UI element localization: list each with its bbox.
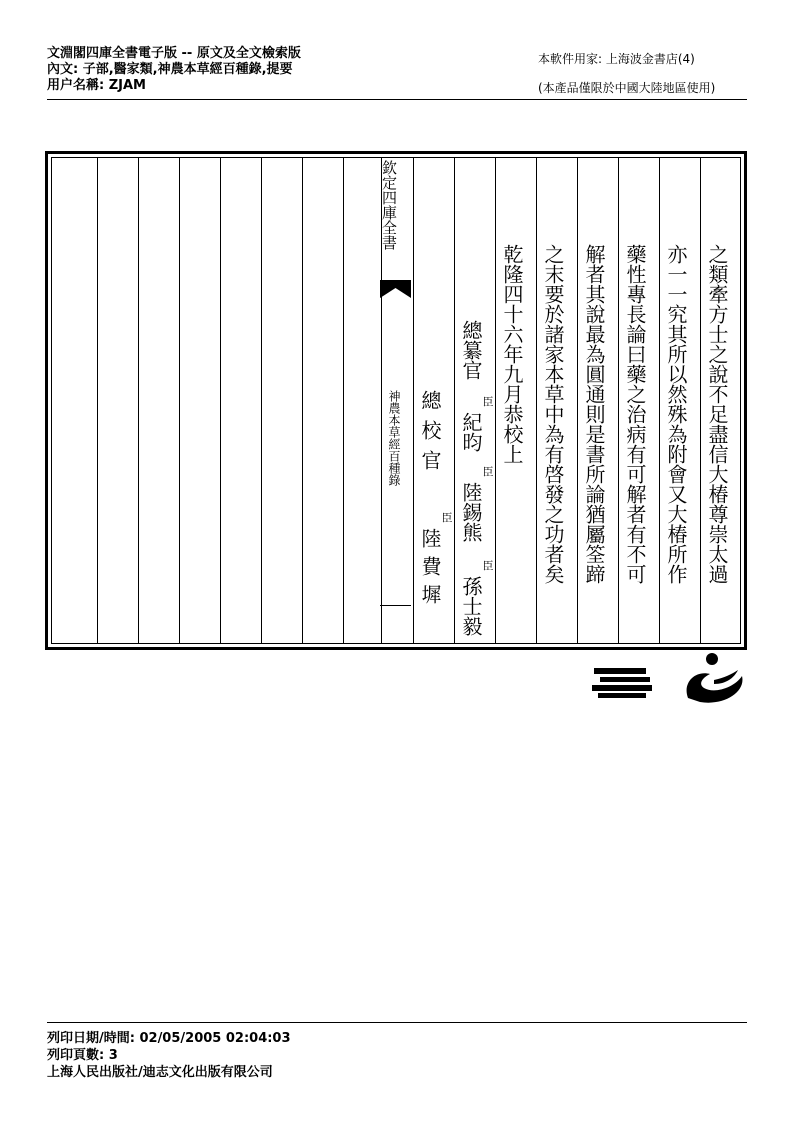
text-column-4: 解者其說最為圓通則是書所論猶屬筌蹄 (582, 244, 606, 584)
text-column-5: 之末要於諸家本草中為有啓發之功者矣 (541, 244, 565, 584)
publisher-logo-icon (592, 664, 656, 700)
column-line (577, 158, 578, 643)
header-username: 用户名稱: ZJAM (47, 78, 146, 93)
header-licensee: 本軟件用家: 上海波金書店(4) (538, 52, 695, 66)
dizhi-logo-icon (684, 652, 746, 704)
column-line (413, 158, 414, 643)
text-column-1: 之類牽方士之說不足盡信大椿尊崇太過 (705, 244, 729, 584)
date-column: 乾隆四十六年九月恭校上 (500, 244, 524, 464)
header-title: 文淵閣四庫全書電子版 -- 原文及全文檢索版 (47, 46, 301, 61)
header-left (47, 46, 301, 94)
banyin-subtitle: 神農本草經百種錄 (387, 390, 401, 486)
publisher-line: 上海人民出版社/迪志文化出版有限公司 (47, 1065, 273, 1080)
column-line (536, 158, 537, 643)
header-content-path: 內文: 子部,醫家類,神農本草經百種錄,提要 (47, 62, 293, 77)
text-column-2: 亦一一究其所以然殊為附會又大椿所作 (664, 244, 688, 584)
column-line (700, 158, 701, 643)
chen-mark: 臣 (440, 512, 453, 523)
column-line (220, 158, 221, 643)
chen-mark: 臣 (481, 466, 494, 477)
header-region-note: (本產品僅限於中國大陸地區使用) (538, 81, 716, 95)
zongjiao-title: 總校官 (418, 390, 442, 480)
text-column-3: 藥性專長論曰藥之治病有可解者有不可 (623, 244, 647, 584)
zongzuan-title: 總纂官 (459, 320, 483, 380)
chen-mark: 臣 (481, 396, 494, 407)
column-line (179, 158, 180, 643)
column-line (261, 158, 262, 643)
column-line (302, 158, 303, 643)
name-lufei-chi: 陸費墀 (418, 528, 442, 612)
print-page-count: 列印頁數: 3 (47, 1048, 118, 1063)
name-ji-yun: 紀昀 (459, 412, 483, 452)
column-line (343, 158, 344, 643)
name-lu-xixiong: 陸錫熊 (459, 482, 483, 542)
column-line (97, 158, 98, 643)
print-datetime: 列印日期/時間: 02/05/2005 02:04:03 (47, 1031, 291, 1046)
column-line (454, 158, 455, 643)
column-line (138, 158, 139, 643)
header-rule (47, 99, 747, 100)
name-sun-shiyi: 孫士毅 (459, 576, 483, 636)
footer-rule (47, 1022, 747, 1023)
chen-mark: 臣 (481, 560, 494, 571)
fish-tail-mark (380, 280, 411, 298)
banyin-title: 欽定四庫全書 (380, 160, 398, 250)
column-line (495, 158, 496, 643)
column-line (618, 158, 619, 643)
column-line (659, 158, 660, 643)
banyin-bottom-rule (380, 605, 411, 606)
